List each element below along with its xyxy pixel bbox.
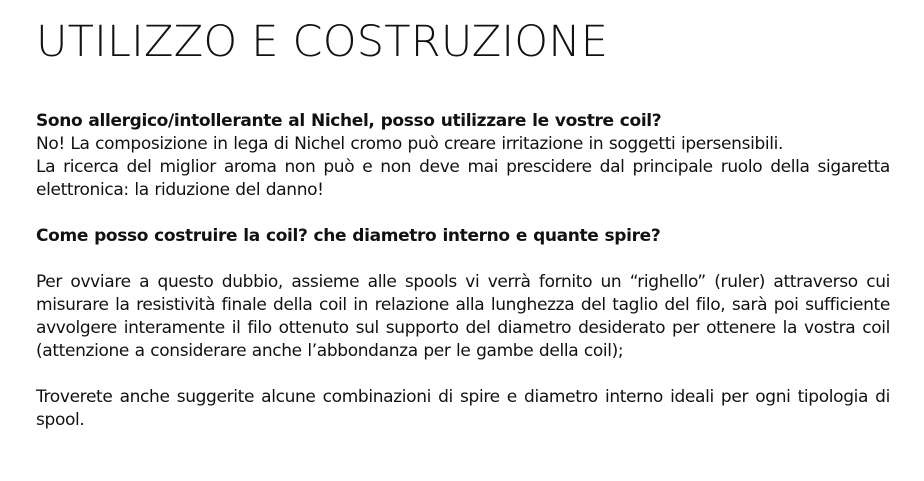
faq-answer-nickel-line: No! La composizione in lega di Nichel cromo può creare irritazione in soggetti ipersensibili. — [36, 134, 784, 154]
paragraph-spacer — [36, 248, 890, 271]
paragraph-spacer — [36, 363, 890, 386]
faq-question-nickel-allergy: Sono allergico/intollerante al Nichel, posso utilizzare le vostre coil? — [36, 111, 662, 131]
faq-content — [36, 110, 890, 432]
document-page — [36, 14, 890, 432]
faq-answer-nickel-paragraph: La ricerca del miglior aroma non può e non deve mai prescidere dal principale ruolo della sigaretta elettronica: la riduzione del danno! — [36, 157, 890, 200]
faq-answer-combinations-paragraph: Troverete anche suggerite alcune combinazioni di spire e diametro interno ideali per ogni tipologia di spool. — [36, 387, 890, 430]
faq-answer-ruler-paragraph: Per ovviare a questo dubbio, assieme alle spools vi verrà fornito un “righello” (ruler) attraverso cui misurare la resistività finale della coil in relazione alla lunghezza del taglio del filo, sarà poi sufficiente avvolgere interamente il filo ottenuto sul supporto del diametro desiderato per ottenere la vostra coil (attenzione a considerare anche l’abbondanza per le gambe della coil); — [36, 272, 890, 361]
page-title: UTILIZZO E COSTRUZIONE — [36, 17, 609, 67]
paragraph-spacer — [36, 202, 890, 225]
faq-question-coil-build: Come posso costruire la coil? che diametro interno e quante spire? — [36, 226, 661, 246]
